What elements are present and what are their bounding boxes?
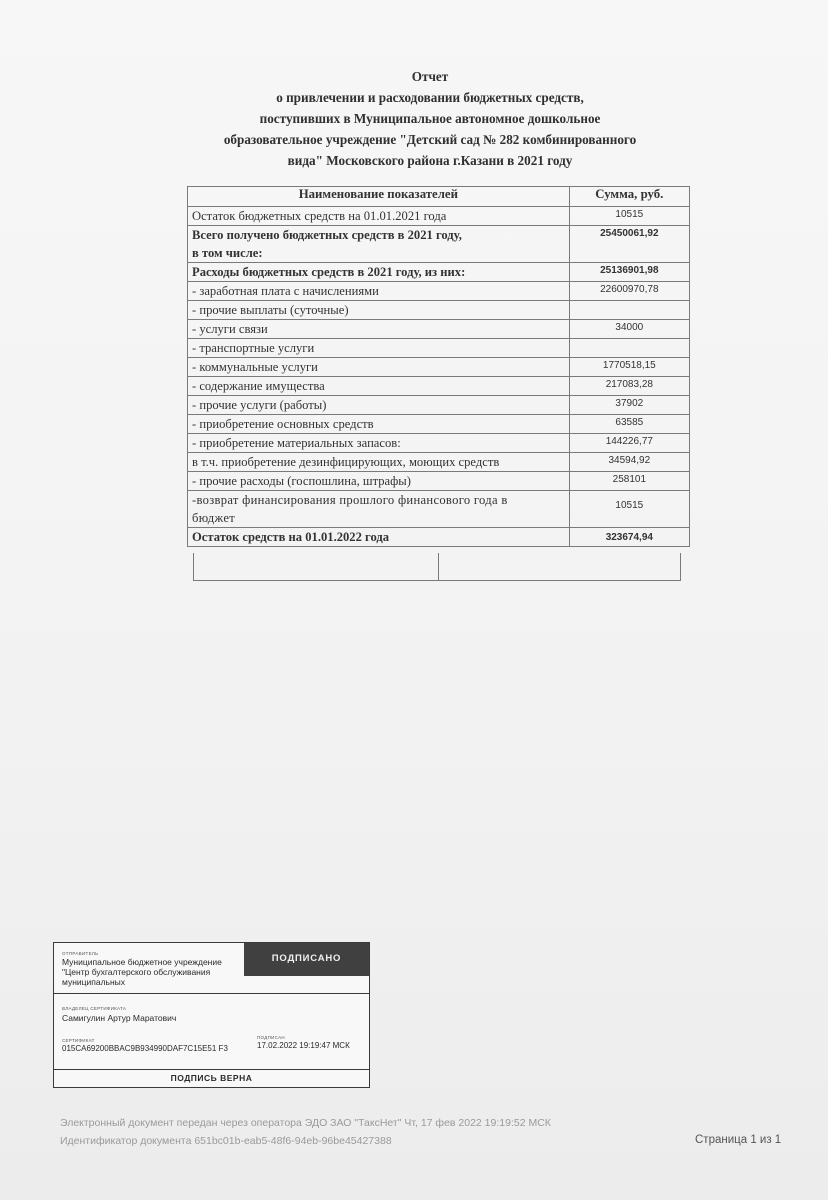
row-name: - заработная плата с начислениями xyxy=(188,282,570,301)
divider xyxy=(438,553,439,580)
title-line: о привлечении и расходовании бюджетных средств, xyxy=(276,90,584,105)
row-sum: 25450061,92 xyxy=(569,226,689,263)
row-sum: 63585 xyxy=(569,415,689,434)
table-row xyxy=(188,377,690,396)
row-sum: 323674,94 xyxy=(569,528,689,547)
signature-valid-label: ПОДПИСЬ ВЕРНА xyxy=(170,1073,253,1083)
table-row xyxy=(188,339,690,358)
row-sum: 258101 xyxy=(569,472,689,491)
page-number: Страница 1 из 1 xyxy=(695,1134,782,1146)
row-name: - приобретение основных средств xyxy=(188,415,570,434)
row-name: -возврат финансирования прошлого финансового года в бюджет xyxy=(188,491,570,528)
header-sum: Сумма, руб. xyxy=(569,187,689,207)
signed-datetime: 17.02.2022 19:19:47 МСК xyxy=(257,1041,350,1050)
cert-number: 015CA69200BBAC9B934990DAF7C15E51 F3 xyxy=(62,1044,228,1053)
table-row xyxy=(188,207,690,226)
table-row xyxy=(188,263,690,282)
table-row xyxy=(188,320,690,339)
table-row xyxy=(188,491,690,528)
row-name: в т.ч. приобретение дезинфицирующих, моющих средств xyxy=(188,453,570,472)
row-sum xyxy=(569,301,689,320)
row-sum xyxy=(569,339,689,358)
table-row xyxy=(188,301,690,320)
report-title xyxy=(180,66,680,171)
signed-label: ПОДПИСАН xyxy=(257,1035,285,1040)
title-line: образовательное учреждение "Детский сад № 282 комбинированного xyxy=(223,132,637,147)
row-name: Всего получено бюджетных средств в 2021 году, в том числе: xyxy=(188,226,570,263)
row-name: - прочие расходы (госпошлина, штрафы) xyxy=(188,472,570,491)
budget-table xyxy=(187,186,690,547)
sender-label: ОТПРАВИТЕЛЬ xyxy=(62,951,99,956)
title-line: Отчет xyxy=(411,69,449,84)
row-sum: 37902 xyxy=(569,396,689,415)
row-sum: 144226,77 xyxy=(569,434,689,453)
row-name: - транспортные услуги xyxy=(188,339,570,358)
title-line: вида" Московского района г.Казани в 2021 году xyxy=(287,153,573,168)
table-row xyxy=(188,528,690,547)
row-name: - приобретение материальных запасов: xyxy=(188,434,570,453)
header-name: Наименование показателей xyxy=(188,187,570,207)
footer-operator: Электронный документ передан через оператора ЭДО ЗАО "ТаксНет" Чт, 17 фев 2022 19:19:52 МСК xyxy=(60,1117,551,1129)
cert-label: СЕРТИФИКАТ xyxy=(62,1038,95,1043)
signature-stamp xyxy=(53,942,370,1088)
divider xyxy=(54,993,369,994)
table-row xyxy=(188,396,690,415)
table-row xyxy=(188,453,690,472)
row-sum: 1770518,15 xyxy=(569,358,689,377)
signed-badge: ПОДПИСАНО xyxy=(244,943,369,976)
row-name: Расходы бюджетных средств в 2021 году, из них: xyxy=(188,263,570,282)
row-sum: 10515 xyxy=(569,207,689,226)
row-sum: 217083,28 xyxy=(569,377,689,396)
empty-table-box xyxy=(193,553,681,581)
table-row xyxy=(188,434,690,453)
sender-name: Муниципальное бюджетное учреждение "Центр бухгалтерского обслуживания муниципальных xyxy=(62,957,222,987)
row-name: - услуги связи xyxy=(188,320,570,339)
row-sum: 22600970,78 xyxy=(569,282,689,301)
title-line: поступивших в Муниципальное автономное дошкольное xyxy=(259,111,601,126)
row-name: - содержание имущества xyxy=(188,377,570,396)
row-name: Остаток средств на 01.01.2022 года xyxy=(188,528,570,547)
table-row xyxy=(188,415,690,434)
row-name: - прочие выплаты (суточные) xyxy=(188,301,570,320)
table-header-row xyxy=(188,187,690,207)
row-sum: 10515 xyxy=(569,491,689,528)
owner-name: Самигулин Артур Маратович xyxy=(62,1013,177,1023)
row-sum: 25136901,98 xyxy=(569,263,689,282)
row-name: - коммунальные услуги xyxy=(188,358,570,377)
footer-document-id: Идентификатор документа 651bc01b-eab5-48f6-94eb-96be45427388 xyxy=(60,1135,392,1147)
row-sum: 34594,92 xyxy=(569,453,689,472)
row-name: Остаток бюджетных средств на 01.01.2021 года xyxy=(188,207,570,226)
owner-label: ВЛАДЕЛЕЦ СЕРТИФИКАТА xyxy=(62,1006,127,1011)
table-row xyxy=(188,472,690,491)
row-sum: 34000 xyxy=(569,320,689,339)
table-row xyxy=(188,358,690,377)
table-row xyxy=(188,226,690,263)
row-name: - прочие услуги (работы) xyxy=(188,396,570,415)
table-row xyxy=(188,282,690,301)
